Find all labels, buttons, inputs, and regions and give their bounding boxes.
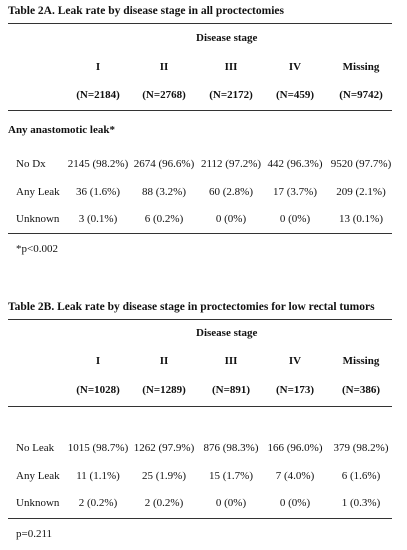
table-a-cell: 3 (0.1%) [78, 213, 118, 225]
table-b-cell: 2 (0.2%) [144, 497, 184, 509]
table-a-cell: 2674 (96.6%) [133, 158, 195, 170]
table-b-n-i: (N=1028) [76, 384, 120, 396]
table-a-stage-iv: IV [288, 61, 302, 73]
table-a-bottom-rule [8, 233, 392, 234]
table-a-cell: 88 (3.2%) [142, 186, 186, 198]
table-b-group-header: Disease stage [196, 327, 258, 339]
table-a-cell: 2112 (97.2%) [200, 158, 262, 170]
table-b-row-label: Unknown [16, 497, 60, 509]
table-b-row-label: No Leak [16, 442, 55, 454]
table-b-header-rule [8, 406, 392, 407]
table-a-row-label: Unknown [16, 213, 60, 225]
table-a-stage-ii: II [159, 61, 169, 73]
table-b-cell: 2 (0.2%) [78, 497, 118, 509]
table-b-cell: 379 (98.2%) [333, 442, 389, 454]
table-b-cell: 0 (0%) [279, 497, 311, 509]
table-b-stage-ii: II [159, 355, 169, 367]
table-a-footnote: *p<0.002 [16, 243, 58, 255]
table-a-n-missing: (N=9742) [339, 89, 383, 101]
table-a-stage-iii: III [224, 61, 238, 73]
table-a-cell: 9520 (97.7%) [330, 158, 392, 170]
table-a-cell: 442 (96.3%) [267, 158, 323, 170]
table-a-n-ii: (N=2768) [142, 89, 186, 101]
table-b-cell: 166 (96.0%) [267, 442, 323, 454]
table-b-cell: 876 (98.3%) [203, 442, 259, 454]
table-a-row-label: Any Leak [16, 186, 60, 198]
table-b-bottom-rule [8, 518, 392, 519]
table-a-row-label: No Dx [16, 158, 46, 170]
table-b-top-rule [8, 319, 392, 320]
table-b-cell: 1015 (98.7%) [67, 442, 129, 454]
table-a-n-iv: (N=459) [275, 89, 315, 101]
table-a-cell: 209 (2.1%) [336, 186, 386, 198]
table-b-cell: 1 (0.3%) [341, 497, 381, 509]
table-b-stage-missing: Missing [342, 355, 380, 367]
table-a-cell: 0 (0%) [215, 213, 247, 225]
table-b-stage-iii: III [224, 355, 238, 367]
table-b-cell: 25 (1.9%) [142, 470, 186, 482]
table-a-title: Table 2A. Leak rate by disease stage in all proctectomies [8, 5, 284, 17]
table-a-cell: 13 (0.1%) [339, 213, 383, 225]
table-b-row-label: Any Leak [16, 470, 60, 482]
table-b-stage-i: I [95, 355, 101, 367]
table-a-n-i: (N=2184) [76, 89, 120, 101]
table-a-stage-i: I [95, 61, 101, 73]
table-b-cell: 1262 (97.9%) [133, 442, 195, 454]
table-a-cell: 17 (3.7%) [273, 186, 317, 198]
table-a-cell: 0 (0%) [279, 213, 311, 225]
table-a-cell: 60 (2.8%) [209, 186, 253, 198]
table-b-title: Table 2B. Leak rate by disease stage in proctectomies for low rectal tumors [8, 301, 375, 313]
table-a-cell: 6 (0.2%) [144, 213, 184, 225]
table-a-group-header: Disease stage [196, 32, 258, 44]
table-b-n-ii: (N=1289) [142, 384, 186, 396]
table-b-footnote: p=0.211 [16, 528, 53, 540]
table-b-cell: 0 (0%) [215, 497, 247, 509]
table-b-n-iv: (N=173) [275, 384, 315, 396]
table-a-header-rule [8, 110, 392, 111]
table-a-n-iii: (N=2172) [209, 89, 253, 101]
table-b-n-iii: (N=891) [211, 384, 251, 396]
table-b-cell: 11 (1.1%) [76, 470, 120, 482]
table-b-cell: 7 (4.0%) [275, 470, 315, 482]
table-a-cell: 36 (1.6%) [76, 186, 120, 198]
table-a-cell: 2145 (98.2%) [67, 158, 129, 170]
table-b-cell: 15 (1.7%) [209, 470, 253, 482]
table-b-cell: 6 (1.6%) [341, 470, 381, 482]
table-a-stage-missing: Missing [342, 61, 380, 73]
table-b-n-missing: (N=386) [341, 384, 381, 396]
table-a-section-label: Any anastomotic leak* [8, 124, 115, 136]
table-b-stage-iv: IV [288, 355, 302, 367]
table-a-top-rule [8, 23, 392, 24]
